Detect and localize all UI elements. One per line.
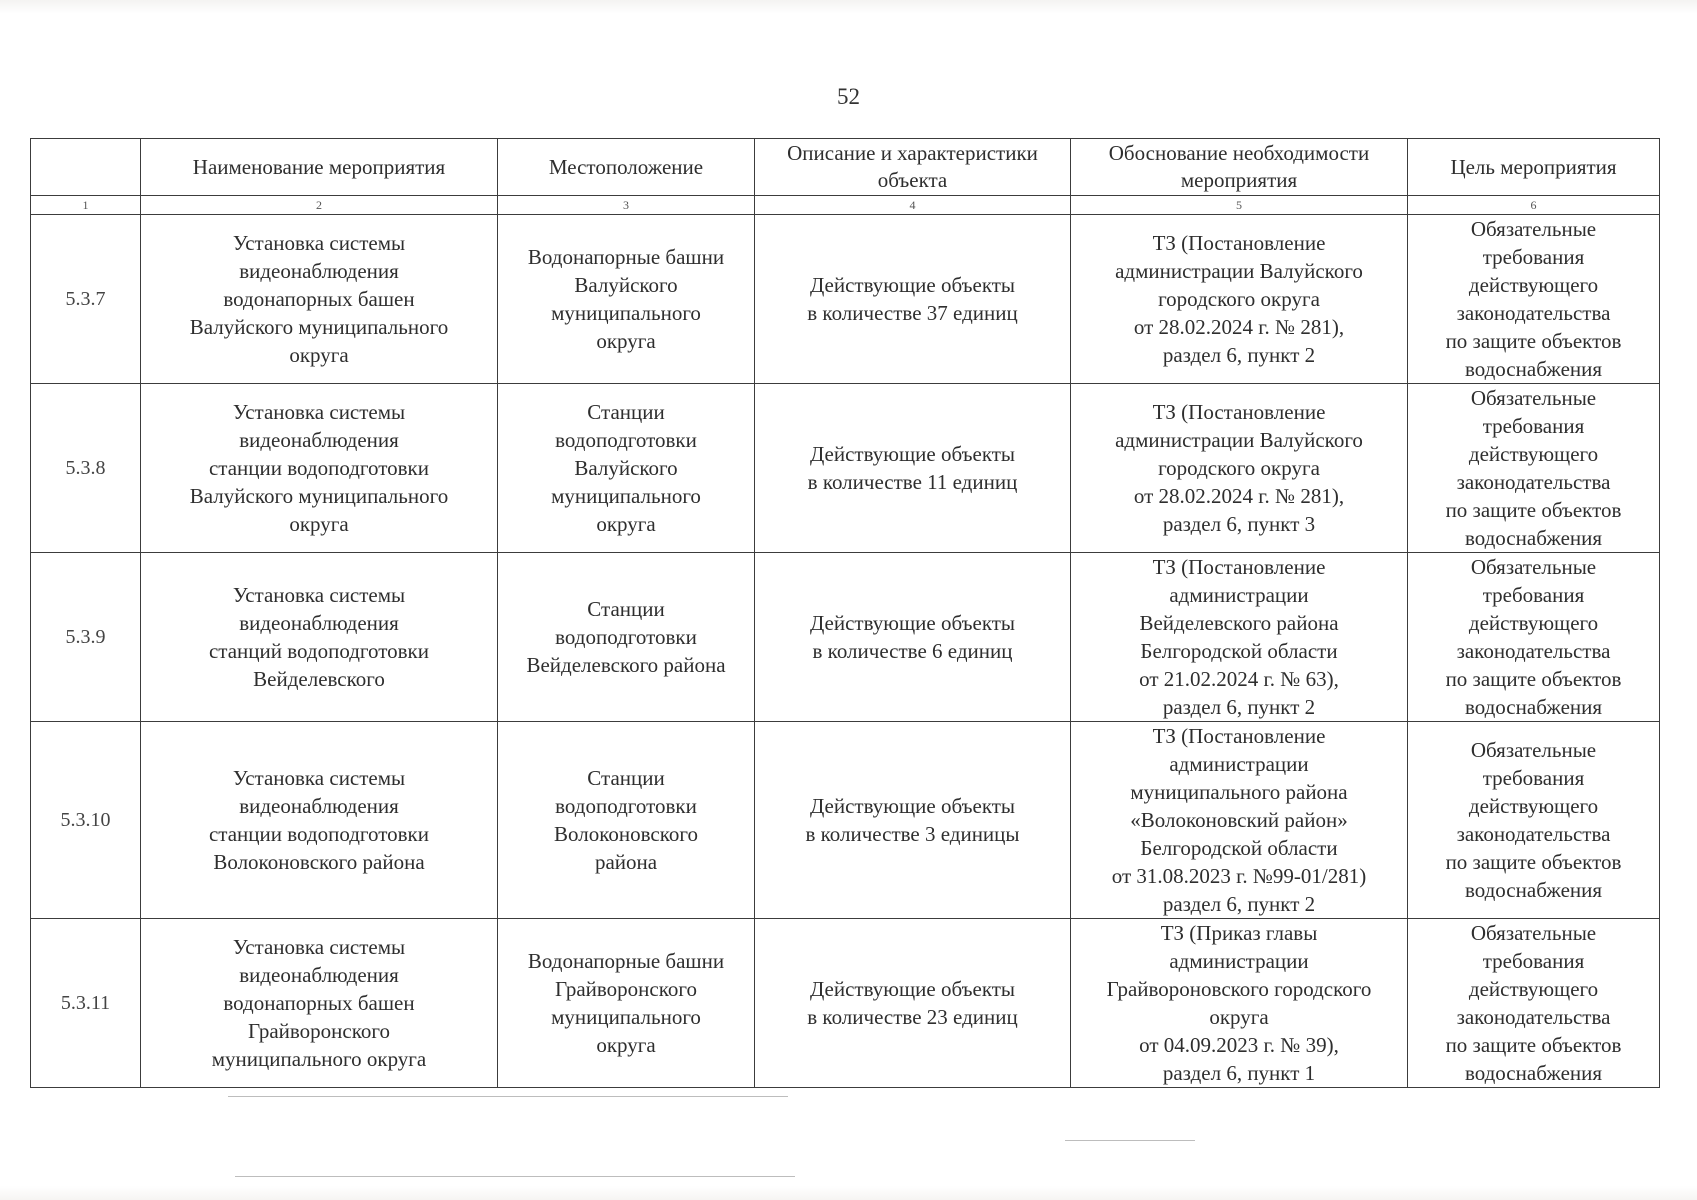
- measure-description: Действующие объекты в количестве 23 единиц: [755, 919, 1071, 1088]
- measure-justification: ТЗ (Приказ главы администрации Грайворoновского городского округа от 04.09.2023 г. № 39), раздел 6, пункт 1: [1071, 919, 1408, 1088]
- column-number: 6: [1408, 196, 1660, 215]
- row-number: 5.3.11: [31, 919, 141, 1088]
- table-row: [31, 919, 1660, 1088]
- measure-justification: ТЗ (Постановление администрации Валуйского городского округа от 28.02.2024 г. № 281), раздел 6, пункт 2: [1071, 215, 1408, 384]
- header-cell-location: Местоположение: [498, 139, 755, 196]
- measure-name: Установка системы видеонаблюдения станций водоподготовки Вейделевского: [141, 553, 498, 722]
- column-number: 3: [498, 196, 755, 215]
- measures-table: [30, 138, 1660, 1088]
- measure-goal: Обязательные требования действующего законодательства по защите объектов водоснабжения: [1408, 553, 1660, 722]
- page-number: 52: [837, 84, 860, 109]
- column-number: 2: [141, 196, 498, 215]
- column-number: 4: [755, 196, 1071, 215]
- measure-description: Действующие объекты в количестве 11 единиц: [755, 384, 1071, 553]
- measure-description: Действующие объекты в количестве 37 единиц: [755, 215, 1071, 384]
- measure-location: Станции водоподготовки Волоконовского района: [498, 722, 755, 919]
- row-number: 5.3.9: [31, 553, 141, 722]
- measure-name: Установка системы видеонаблюдения станции водоподготовки Волоконовского района: [141, 722, 498, 919]
- measure-name: Установка системы видеонаблюдения водонапорных башен Валуйского муниципального округа: [141, 215, 498, 384]
- header-cell-description: Описание и характеристики объекта: [755, 139, 1071, 196]
- measure-description: Действующие объекты в количестве 6 единиц: [755, 553, 1071, 722]
- header-cell-justification: Обоснование необходимости мероприятия: [1071, 139, 1408, 196]
- header-cell-goal: Цель мероприятия: [1408, 139, 1660, 196]
- scan-artifact-line: [235, 1176, 795, 1177]
- measure-location: Станции водоподготовки Валуйского муниципального округа: [498, 384, 755, 553]
- column-number: 1: [31, 196, 141, 215]
- measure-goal: Обязательные требования действующего законодательства по защите объектов водоснабжения: [1408, 919, 1660, 1088]
- measure-justification: ТЗ (Постановление администрации муниципального района «Волоконовский район» Белгородской области от 31.08.2023 г. №99-01/281) раздел 6, пункт 2: [1071, 722, 1408, 919]
- measure-name: Установка системы видеонаблюдения водонапорных башен Грайворонского муниципального округа: [141, 919, 498, 1088]
- measure-location: Станции водоподготовки Вейделевского района: [498, 553, 755, 722]
- column-number: 5: [1071, 196, 1408, 215]
- table-row: [31, 553, 1660, 722]
- measure-justification: ТЗ (Постановление администрации Вейделевского района Белгородской области от 21.02.2024 г. № 63), раздел 6, пункт 2: [1071, 553, 1408, 722]
- measure-goal: Обязательные требования действующего законодательства по защите объектов водоснабжения: [1408, 722, 1660, 919]
- table-header-row: [31, 139, 1660, 196]
- measure-location: Водонапорные башни Валуйского муниципального округа: [498, 215, 755, 384]
- table-row: [31, 722, 1660, 919]
- table-row: [31, 215, 1660, 384]
- row-number: 5.3.8: [31, 384, 141, 553]
- measure-justification: ТЗ (Постановление администрации Валуйского городского округа от 28.02.2024 г. № 281), раздел 6, пункт 3: [1071, 384, 1408, 553]
- scan-artifact-line: [228, 1096, 788, 1097]
- scan-artifact-line: [1065, 1140, 1195, 1141]
- row-number: 5.3.10: [31, 722, 141, 919]
- measure-name: Установка системы видеонаблюдения станции водоподготовки Валуйского муниципального округа: [141, 384, 498, 553]
- table-row: [31, 384, 1660, 553]
- header-cell-name: Наименование мероприятия: [141, 139, 498, 196]
- header-cell-number: [31, 139, 141, 196]
- measure-description: Действующие объекты в количестве 3 единицы: [755, 722, 1071, 919]
- measure-location: Водонапорные башни Грайворонского муниципального округа: [498, 919, 755, 1088]
- measure-goal: Обязательные требования действующего законодательства по защите объектов водоснабжения: [1408, 215, 1660, 384]
- column-number-row: [31, 196, 1660, 215]
- measure-goal: Обязательные требования действующего законодательства по защите объектов водоснабжения: [1408, 384, 1660, 553]
- row-number: 5.3.7: [31, 215, 141, 384]
